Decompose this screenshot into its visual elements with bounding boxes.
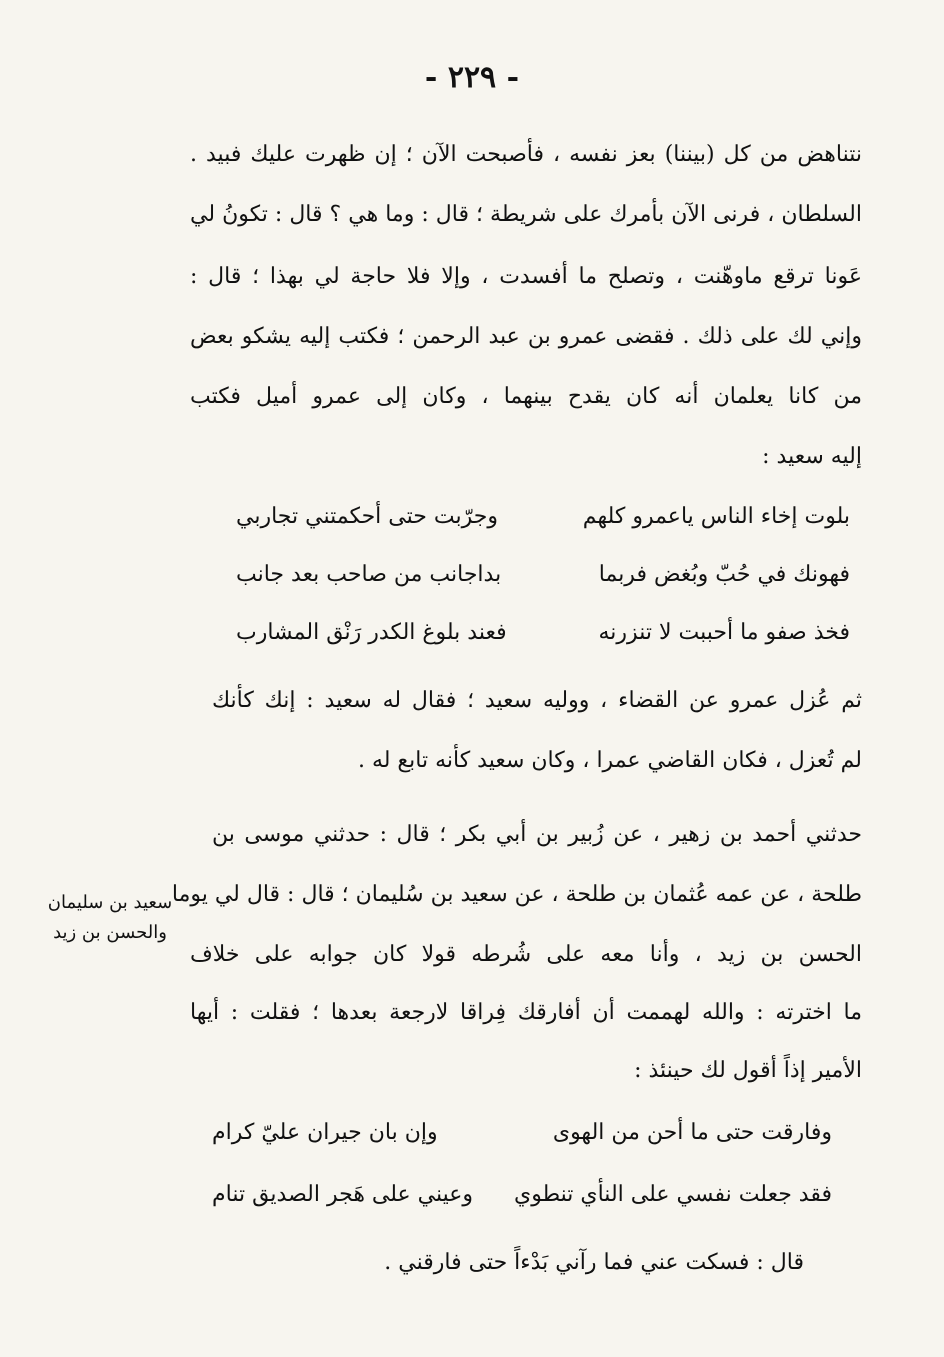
verse-hemistich-right: فقد جعلت نفسي على النأي تنطوي xyxy=(514,1182,832,1207)
text-line: حدثني أحمد بن زهير ، عن زُبير بن أبي بكر ؛ قال : حدثني موسى بن xyxy=(212,822,862,847)
verse-hemistich-left: بداجانب من صاحب بعد جانب xyxy=(236,562,502,587)
verse-hemistich-left: وجرّبت حتى أحكمتني تجاربي xyxy=(236,504,498,529)
text-line: ثم عُزل عمرو عن القضاء ، ووليه سعيد ؛ فقال له سعيد : إنك كأنك xyxy=(212,688,862,713)
text-line: من كانا يعلمان أنه كان يقدح بينهما ، وكان إلى عمرو أميل فكتب xyxy=(190,384,862,409)
margin-note xyxy=(40,888,180,948)
verse-hemistich-left: وإن بان جيران عليّ كرام xyxy=(212,1120,438,1145)
verse-hemistich-right: فخذ صفو ما أحببت لا تنزرنه xyxy=(598,620,850,645)
text-line: وإني لك على ذلك . فقضى عمرو بن عبد الرحمن ؛ فكتب إليه يشكو بعض xyxy=(190,324,862,349)
text-line: السلطان ، فرنى الآن بأمرك على شريطة ؛ قال : وما هي ؟ قال : تكونُ لي xyxy=(190,202,862,227)
closing-line: قال : فسكت عني فما رآني بَدْءاً حتى فارقني . xyxy=(384,1250,804,1275)
text-line: عَونا ترقع ماوهّنت ، وتصلح ما أفسدت ، وإلا فلا حاجة لي بهذا ؛ قال : xyxy=(190,264,862,289)
verse-hemistich-left: فعند بلوغ الكدر رَنْق المشارب xyxy=(236,620,507,645)
page-number: - ٢٢٩ - xyxy=(424,60,520,95)
text-line: إليه سعيد : xyxy=(762,444,862,469)
verse-hemistich-right: وفارقت حتى ما أحن من الهوى xyxy=(552,1120,832,1145)
margin-note-line: سعيد بن سليمان xyxy=(47,892,173,913)
text-line: الأمير إذاً أقول لك حينئذ : xyxy=(634,1058,862,1083)
verse-hemistich-right: بلوت إخاء الناس ياعمرو كلهم xyxy=(582,504,850,529)
text-line: ما اخترته : والله لهممت أن أفارقك فِراقا لارجعة بعدها ؛ فقلت : أيها xyxy=(190,1000,862,1025)
text-line: طلحة ، عن عمه عُثمان بن طلحة ، عن سعيد بن سُليمان ؛ قال : قال لي يوما xyxy=(171,882,862,907)
verse-hemistich-right: فهونك في حُبّ وبُغض فربما xyxy=(598,562,850,587)
text-line: نتناهض من كل (بيننا) بعز نفسه ، فأصبحت الآن ؛ إن ظهرت عليك فبيد . xyxy=(190,142,862,167)
text-line: الحسن بن زيد ، وأنا معه على شُرطه قولا كان جوابه على خلاف xyxy=(190,942,862,967)
verse-hemistich-left: وعيني على هَجر الصديق تنام xyxy=(212,1182,474,1207)
margin-note-line: والحسن بن زيد xyxy=(53,922,167,943)
text-line: لم تُعزل ، فكان القاضي عمرا ، وكان سعيد كأنه تابع له . xyxy=(357,748,862,773)
